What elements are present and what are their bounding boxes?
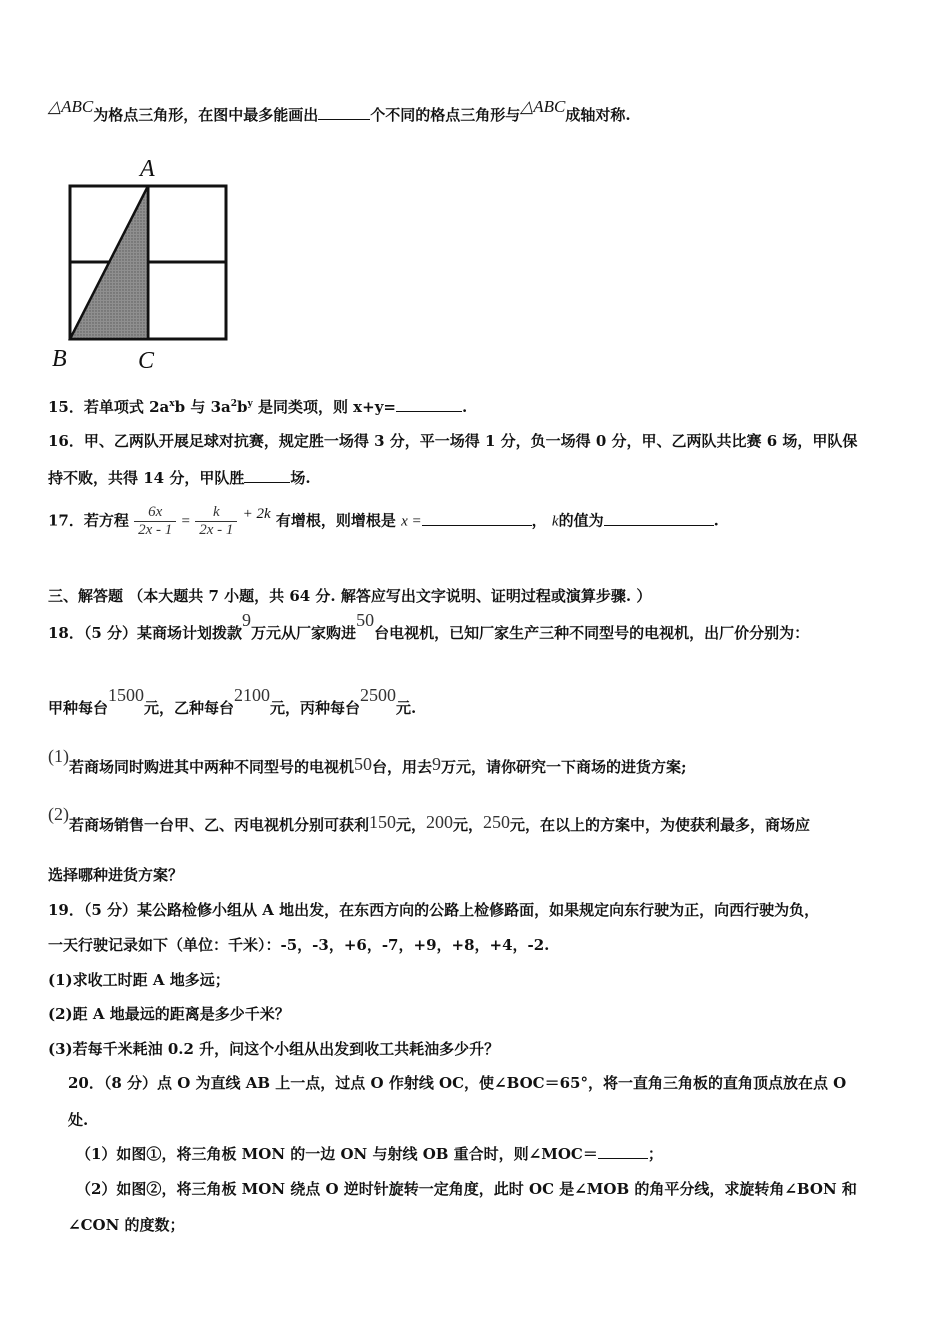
- q18-sub2-num-250: 250: [483, 812, 511, 832]
- q18-price-2100: 2100: [234, 685, 271, 705]
- q20-sub3: ∠CON 的度数；: [68, 1216, 185, 1234]
- q18-sub2-text-c: 元，: [453, 816, 484, 834]
- q17-comma: ，: [531, 511, 547, 530]
- q14-text-1: 为格点三角形，在图中最多能画出: [93, 106, 319, 124]
- q18-text-g: 元.: [396, 699, 417, 717]
- q15-text-b: b 与 3a: [174, 398, 231, 416]
- q19-sub2: (2)距 A 地最远的距离是多少千米？: [48, 1005, 290, 1023]
- q15-blank: [396, 396, 462, 412]
- q18-price-1500: 1500: [108, 685, 145, 705]
- q19-line1: 19．（5 分）某公路检修小组从 A 地出发，在东西方向的公路上检修路面，如果规定向东行驶为正，向西行驶为负，: [48, 901, 820, 919]
- q18-num-9: 9: [242, 610, 252, 630]
- q19-sub3: (3)若每千米耗油 0.2 升，问这个小组从出发到收工共耗油多少升？: [48, 1040, 500, 1058]
- q15: [48, 396, 467, 417]
- fraction-k: [195, 504, 237, 539]
- q16-text-b: 场.: [290, 469, 311, 487]
- q18-num-50: 50: [356, 610, 375, 630]
- q18-text-d: 甲种每台: [48, 699, 109, 717]
- q20-line1: 20．（8 分）点 O 为直线 AB 上一点，过点 O 作射线 OC，使∠BOC＝65°，将一直角三角板的直角顶点放在点 O: [68, 1074, 847, 1092]
- q15-text-c: b: [237, 398, 248, 416]
- q17-plus-2k: + 2k: [242, 505, 271, 522]
- q18-sub2-text-a: 若商场销售一台甲、乙、丙电视机分别可获利: [69, 816, 370, 834]
- q17: [48, 504, 719, 539]
- q18-line1: [48, 610, 810, 643]
- q17-x-eq: x =: [401, 513, 422, 530]
- q18-text-e: 元，乙种每台: [144, 699, 235, 717]
- q15-sup-x: x: [169, 399, 175, 409]
- vertex-label-a: A: [140, 156, 155, 182]
- vertex-label-c: C: [138, 348, 155, 374]
- q18-sub2-text-b: 元，: [396, 816, 427, 834]
- q18-sub2-num-150: 150: [369, 812, 397, 832]
- q17-mid: 有增根，则增根是: [275, 511, 396, 530]
- q18-text-a: 18．（5 分）某商场计划拨款: [48, 624, 243, 642]
- q16-blank: [244, 467, 290, 483]
- fraction-6x: [134, 504, 176, 539]
- q19-sub1: (1)求收工时距 A 地多远；: [48, 971, 230, 989]
- q19-line2: 一天行驶记录如下（单位：千米）：-5，-3，+6，-7，+9，+8，+4，-2.: [48, 936, 550, 954]
- q17-k: k: [551, 513, 559, 530]
- q18-line2: [48, 685, 417, 718]
- q14-text-3: 成轴对称.: [565, 106, 631, 124]
- q18-sub1-label: (1): [48, 746, 69, 766]
- q14-text-2: 个不同的格点三角形与: [370, 106, 521, 124]
- q17-end: .: [713, 511, 719, 530]
- q18-sub1-text-c: 万元，请你研究一下商场的进货方案;: [441, 758, 687, 776]
- q15-text-a: 15．若单项式 2a: [48, 398, 170, 416]
- grid-figure: [50, 156, 250, 384]
- frac2-denominator: 2x - 1: [199, 522, 234, 538]
- q18-sub2: [48, 804, 811, 835]
- frac2-numerator: k: [195, 504, 237, 522]
- section-3-heading: 三、解答题 （本大题共 7 小题，共 64 分. 解答应写出文字说明、证明过程或演算步骤. ）: [48, 587, 652, 605]
- q20-line2: 处.: [68, 1111, 89, 1129]
- q17-blank-1: [422, 510, 532, 526]
- q16-text-a: 持不败，共得 14 分，甲队胜: [48, 469, 245, 487]
- q15-text-d: 是同类项，则 x+y=: [252, 398, 396, 416]
- q15-sup-2: 2: [230, 399, 237, 409]
- q18-text-c: 台电视机，已知厂家生产三种不同型号的电视机，出厂价分别为：: [374, 624, 810, 642]
- grid-triangle-diagram: [50, 160, 250, 380]
- q18-sub1-num-9: 9: [432, 754, 442, 774]
- frac1-denominator: 2x - 1: [138, 522, 173, 538]
- q17-blank-2: [604, 510, 714, 526]
- q16-line2: [48, 467, 311, 488]
- q16-line1: 16．甲、乙两队开展足球对抗赛，规定胜一场得 3 分，平一场得 1 分，负一场得 0 分，甲、乙两队共比赛 6 场，甲队保: [48, 432, 858, 450]
- q14-text: [48, 97, 631, 125]
- q18-sub2-text-d: 元，在以上的方案中，为使获利最多，商场应: [510, 816, 811, 834]
- triangle-abc-2: △ABC: [520, 97, 566, 116]
- q18-sub2-num-200: 200: [426, 812, 454, 832]
- q15-end: .: [461, 398, 468, 416]
- q18-sub1-text-b: 台，用去: [372, 758, 433, 776]
- q15-sup-y: y: [247, 399, 253, 409]
- q18-sub2-line2: 选择哪种进货方案？: [48, 866, 184, 884]
- q18-sub1-text-a: 若商场同时购进其中两种不同型号的电视机: [69, 758, 355, 776]
- q17-prefix: 17．若方程: [48, 511, 129, 530]
- q18-sub1: [48, 746, 687, 777]
- q18-sub2-label: (2): [48, 804, 69, 824]
- frac1-numerator: 6x: [134, 504, 176, 522]
- triangle-abc-1: △ABC: [48, 97, 94, 116]
- q17-equals: =: [181, 513, 190, 530]
- q18-text-b: 万元从厂家购进: [251, 624, 357, 642]
- q20-sub1-end: ；: [647, 1145, 663, 1163]
- q17-tail: 的值为: [558, 511, 604, 530]
- vertex-label-b: B: [52, 346, 67, 372]
- q18-text-f: 元，丙种每台: [270, 699, 361, 717]
- q20-sub1-text: （1）如图①，将三角板 MON 的一边 ON 与射线 OB 重合时，则∠MOC＝: [76, 1145, 598, 1163]
- q18-price-2500: 2500: [360, 685, 397, 705]
- q20-sub1-blank: [598, 1143, 648, 1159]
- q14-blank: [318, 104, 370, 120]
- q20-sub2: （2）如图②，将三角板 MON 绕点 O 逆时针旋转一定角度，此时 OC 是∠MOB 的角平分线，求旋转角∠BON 和: [76, 1180, 857, 1198]
- q20-sub1: [76, 1143, 663, 1164]
- q18-sub1-num-50: 50: [354, 754, 373, 774]
